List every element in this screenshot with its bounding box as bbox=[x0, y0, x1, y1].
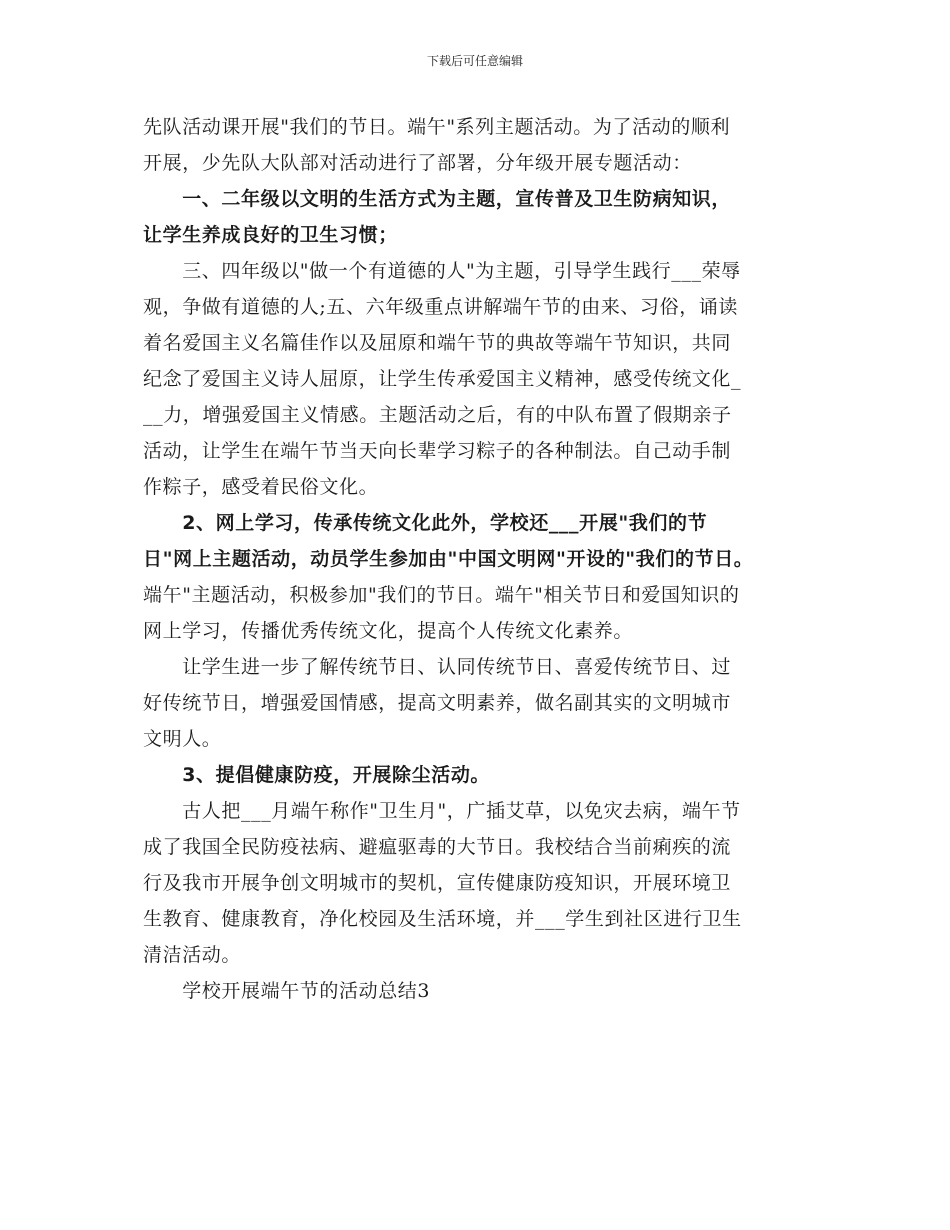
paragraph-line: 生教育、健康教育，净化校园及生活环境，并___学生到社区进行卫生 bbox=[143, 908, 742, 930]
paragraph-line: 一、二年级以文明的生活方式为主题，宣传普及卫生防病知识， bbox=[143, 188, 732, 210]
paragraph-line: 行及我市开展争创文明城市的契机，宣传健康防疫知识，开展环境卫 bbox=[143, 872, 732, 894]
paragraph-line: 清洁活动。 bbox=[143, 944, 242, 966]
paragraph-line: 纪念了爱国主义诗人屈原，让学生传承爱国主义精神，感受传统文化_ bbox=[143, 368, 742, 390]
paragraph-line: 活动，让学生在端午节当天向长辈学习粽子的各种制法。自己动手制 bbox=[143, 440, 732, 462]
paragraph-line: 先队活动课开展"我们的节日。端午"系列主题活动。为了活动的顺利 bbox=[143, 116, 731, 138]
paragraph-line: 文明人。 bbox=[143, 728, 222, 750]
paragraph-line: 着名爱国主义名篇佳作以及屈原和端午节的典故等端午节知识，共同 bbox=[143, 332, 732, 354]
section-heading: 3、提倡健康防疫，开展除尘活动。 bbox=[143, 764, 491, 786]
page-header: 下载后可任意编辑 bbox=[426, 54, 523, 68]
paragraph-line: 让学生养成良好的卫生习惯； bbox=[143, 224, 398, 246]
paragraph-line: 让学生进一步了解传统节日、认同传统节日、喜爱传统节日、过 bbox=[143, 656, 732, 678]
paragraph-line: 网上学习，传播优秀传统文化，提高个人传统文化素养。 bbox=[143, 620, 634, 642]
paragraph-line: 作粽子，感受着民俗文化。 bbox=[143, 476, 379, 498]
paragraph-line: 端午"主题活动，积极参加"我们的节日。端午"相关节日和爱国知识的 bbox=[143, 584, 740, 606]
paragraph-line: 观，争做有道德的人;五、六年级重点讲解端午节的由来、习俗，诵读 bbox=[143, 296, 739, 318]
paragraph-line: __力，增强爱国主义情感。主题活动之后，有的中队布置了假期亲子 bbox=[143, 404, 732, 426]
paragraph-line: 开展，少先队大队部对活动进行了部署，分年级开展专题活动： bbox=[143, 152, 692, 174]
paragraph-line: 日"网上主题活动，动员学生参加由"中国文明网"开设的"我们的节日。 bbox=[143, 548, 754, 570]
paragraph-line: 古人把___月端午称作"卫生月"，广插艾草，以免灾去病，端午节 bbox=[143, 800, 741, 822]
section-title: 学校开展端午节的活动总结3 bbox=[143, 980, 431, 1002]
paragraph-line: 成了我国全民防疫祛病、避瘟驱毒的大节日。我校结合当前痢疾的流 bbox=[143, 836, 732, 858]
paragraph-line: 2、网上学习，传承传统文化此外，学校还___开展"我们的节 bbox=[143, 512, 708, 534]
paragraph-line: 好传统节日，增强爱国情感，提高文明素养，做名副其实的文明城市 bbox=[143, 692, 732, 714]
paragraph-line: 三、四年级以"做一个有道德的人"为主题，引导学生践行___荣辱 bbox=[143, 260, 741, 282]
